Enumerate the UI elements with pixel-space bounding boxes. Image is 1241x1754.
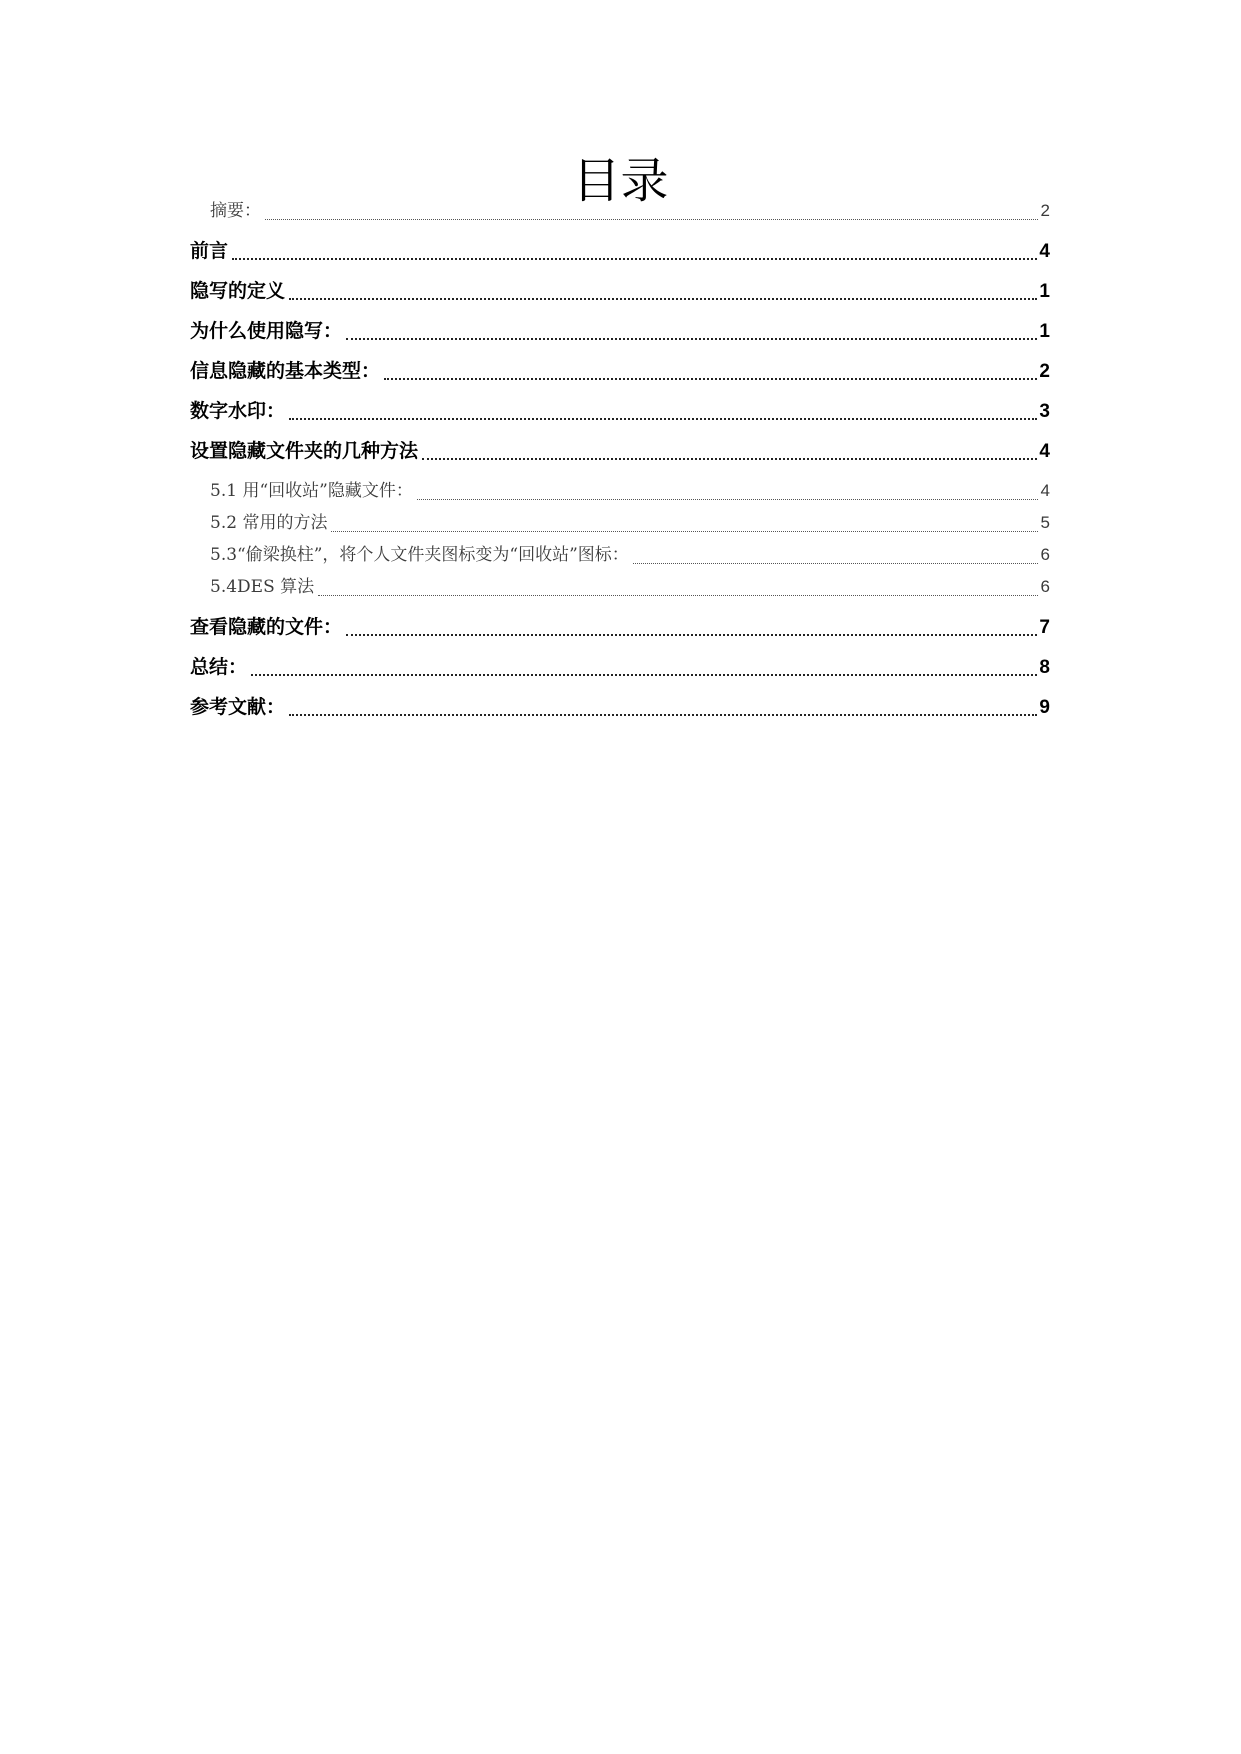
toc-entry-abstract[interactable] (210, 196, 1050, 224)
toc-entry-page: 6 (1040, 545, 1050, 564)
toc-entry-view-hidden-files[interactable] (190, 612, 1050, 640)
toc-entry-page: 6 (1040, 577, 1050, 596)
toc-entry-page: 5 (1040, 513, 1050, 532)
toc-entry-page: 4 (1040, 481, 1050, 500)
toc-entry-summary[interactable] (190, 652, 1050, 680)
toc-entry-label: 5.2 常用的方法 (210, 513, 328, 533)
toc-entry-page: 8 (1039, 657, 1050, 678)
toc-leader-dots (633, 563, 1038, 564)
toc-leader-dots (289, 298, 1037, 300)
toc-leader-dots (384, 378, 1037, 380)
toc-entry-page: 4 (1039, 441, 1050, 462)
toc-entry-label: 前言 (190, 241, 229, 262)
toc-leader-dots (265, 219, 1038, 220)
toc-entry-label: 信息隐藏的基本类型： (190, 361, 381, 382)
toc-entry-page: 2 (1040, 201, 1050, 220)
toc-entry-page: 2 (1039, 361, 1050, 382)
toc-entry-preface[interactable] (190, 236, 1050, 264)
toc-entry-label: 查看隐藏的文件： (190, 617, 343, 638)
toc-leader-dots (289, 418, 1037, 420)
toc-leader-dots (251, 674, 1037, 676)
page-title: 目录 (572, 153, 669, 209)
toc-entry-label: 5.4DES 算法 (210, 577, 315, 597)
toc-entry-label: 5.1 用“回收站”隐藏文件： (210, 481, 413, 501)
toc-entry-why-steganography[interactable] (190, 316, 1050, 344)
toc-leader-dots (417, 499, 1038, 500)
toc-entry-label: 摘要： (210, 201, 261, 221)
toc-leader-dots (331, 531, 1038, 532)
toc-entry-hidden-folder-methods[interactable] (190, 436, 1050, 464)
toc-entry-label: 总结： (190, 657, 248, 678)
toc-entry-5-4[interactable] (210, 572, 1050, 600)
toc-entry-page: 7 (1039, 617, 1050, 638)
toc-leader-dots (289, 714, 1037, 716)
toc-leader-dots (346, 634, 1037, 636)
toc-leader-dots (346, 338, 1037, 340)
toc-entry-digital-watermark[interactable] (190, 396, 1050, 424)
toc-entry-label: 数字水印： (190, 401, 286, 422)
toc-entry-page: 3 (1039, 401, 1050, 422)
toc-entry-page: 4 (1039, 241, 1050, 262)
toc-entry-page: 1 (1039, 281, 1050, 302)
toc-entry-label: 设置隐藏文件夹的几种方法 (190, 441, 419, 462)
toc-leader-dots (232, 258, 1037, 260)
toc-entry-label: 参考文献： (190, 697, 286, 718)
toc-entry-page: 9 (1039, 697, 1050, 718)
toc-entry-references[interactable] (190, 692, 1050, 720)
toc-entry-5-3[interactable] (210, 540, 1050, 568)
toc-entry-5-1[interactable] (210, 476, 1050, 504)
toc-entry-info-hiding-types[interactable] (190, 356, 1050, 384)
toc-entry-label: 为什么使用隐写： (190, 321, 343, 342)
toc-leader-dots (318, 595, 1038, 596)
toc-entry-page: 1 (1039, 321, 1050, 342)
toc-entry-label: 隐写的定义 (190, 281, 286, 302)
toc-entry-label: 5.3“偷梁换柱”，将个人文件夹图标变为“回收站”图标： (210, 545, 629, 565)
toc-entry-steganography-definition[interactable] (190, 276, 1050, 304)
toc-entry-5-2[interactable] (210, 508, 1050, 536)
toc-leader-dots (422, 458, 1037, 460)
